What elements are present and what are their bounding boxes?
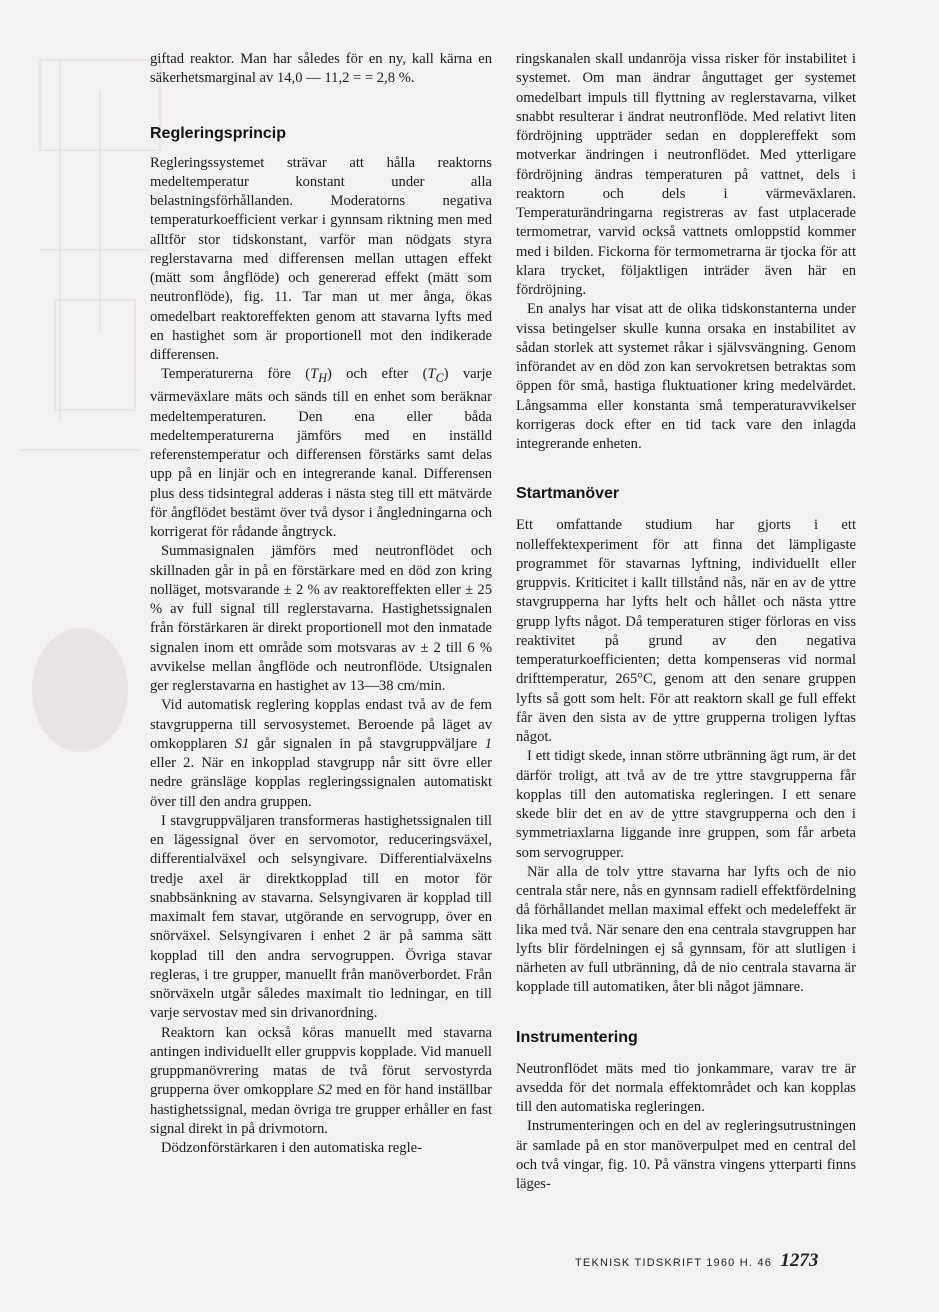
right-column <box>516 50 856 1194</box>
paragraph: ringskanalen skall undanröja vissa risker för instabilitet i systemet. Om man ändrar ånguttaget ger systemet omedelbart impuls till flyttning av reglerstavarna, vilket snabbt resulterar i ändrat neutronflöde. Med relativt liten fördröjning uppträder sedan en dopplereffekt som motverkar ändringen i neutronflödet. Med ytterligare fördröjning ändras temperaturen på vattnet, dels i reaktorn och dels i värmeväxlaren. Temperaturändringarna registreras av fast utplacerade termometrar, varvid också vattnets omloppstid kommer med i bilden. Fickorna för termometrarna är tjocka för att klara trycket, följaktligen inträder även här en fördröjning. <box>516 51 856 298</box>
paragraph: Instrumenteringen och en del av regleringsutrustningen är samlade på en stor manöverpulpet med en central del och två vingar, fig. 10. På vänstra vingens ytterparti finns läges- <box>516 1118 856 1192</box>
section-heading-regleringsprincip: Regleringsprincip <box>150 124 287 142</box>
paragraph: Neutronflödet mäts med tio jonkammare, varav tre är avsedda för det normala effektområdet och kan kopplas till den automatiska regleringen. <box>516 1060 856 1115</box>
paragraph-manual-operation: Reaktorn kan också köras manuellt med stavarna antingen individuellt eller gruppvis kopplade. Vid manuell gruppmanövrering matas de två förut servostyrda grupperna över omkopplare S2 med en för hand inställbar hastighetssignal, medan övriga tre grupper erhåller en fast signal direkt in på drivmotorn. <box>150 1024 492 1137</box>
section-heading-startmanover: Startmanöver <box>516 485 620 503</box>
paragraph: Ett omfattande studium har gjorts i ett nolleffektexperiment för att finna det lämpligaste programmet för stavarnas lyftning, individuellt eller gruppvis. Kriticitet i kallt tillstånd nås, när en av de yttre stavgrupperna har lyfts helt och hållet och nästa yttre grupp lyfts något. Då temperaturen stiger förloras en viss reaktivitet på grund av den negativa temperaturkoefficienten; detta kompenseras vid normal drifttemperatur, 265°C, genom att den senare gruppen lyfts så gott som helt. För att reaktorn skall ge full effekt får även den sista av de yttre grupperna troligen lyftas något. <box>516 517 856 745</box>
section-heading-instrumentering: Instrumentering <box>516 1028 638 1046</box>
journal-name: TEKNISK TIDSKRIFT 1960 H. 46 <box>575 1257 773 1269</box>
paragraph: När alla de tolv yttre stavarna har lyfts och de nio centrala står nere, nås en gynnsam radiell effektfördelning då förhållandet mellan maximal effekt och medeleffekt är lika med två. När senare den ena centrala stavgruppen har lyfts blir fördelningen ej så gynnsam, för att slutligen i närheten av full utbränning, då de nio centrala stavarna är kopplade till automatiken, åter bli något jämnare. <box>516 863 856 996</box>
paragraph-temperatures: Temperaturerna före $(T_H)$ och efter $(T_C)$ varje värmeväxlare mäts och sänds till en enhet som beräknar medeltemperaturen. Den ena eller båda medeltemperaturerna jämförs med en inställd referenstemperatur och differensen förstärks samt delas upp på en linjär och en integrerande kanal. Differensen plus dess tidsintegral adderas i nästa steg till ett mätvärde för ångflödet bestämt över två dysor i ångledningarna och korrigerat för rådande ångtryck. <box>150 366 492 541</box>
page-number: 1273 <box>780 1250 819 1271</box>
paragraph: En analys har visat att de olika tidskonstanterna under vissa betingelser skulle kunna orsaka en instabilitet av sådan storlek att systemet råkar i självsvängning. Genom införandet av en död zon kan servokretsen betraktas som öppen för små, hastiga fluktuationer kring medelvärdet. Långsamma eller konstanta små temperaturavvikelser korrigeras dock efter en tid tack vare den inlagda integrerande enheten. <box>516 301 856 452</box>
page-footer <box>575 1250 818 1272</box>
show-through-portrait <box>32 628 128 752</box>
paragraph: giftad reaktor. Man har således för en ny, kall kärna en säkerhetsmarginal av 14,0 — 11,2 = = 2,8 %. <box>150 51 492 87</box>
paragraph: Regleringssystemet strävar att hålla reaktorns medeltemperatur konstant under alla belastningsförhållanden. Moderatorns negativa temperaturkoefficient verkar i gynnsam riktning men med alltför stor tidskonstant, varför man nödgats styra reglerstavarna med differensen mellan uttagen effekt (mätt som ångflöde) och genererad effekt (mätt som neutronflöde), fig. 11. Tar man ut mer ånga, ökas omedelbart reaktoreffekten genom att stavarna lyfts med en hastighet som är proportionell mot den indikerade differensen. <box>150 154 492 363</box>
paragraph-automatic-regulation: Vid automatisk reglering kopplas endast två av de fem stavgrupperna till servosystemet. Beroende på läget av omkopplaren S1 går signalen in på stavgruppväljare 1 eller 2. När en inkopplad stavgrupp når sitt övre eller nedre gränsläge kopplas regleringssignalen automatiskt över till den andra gruppen. <box>150 697 492 810</box>
paragraph: Dödzonförstärkaren i den automatiska regle- <box>161 1140 422 1157</box>
paragraph: I ett tidigt skede, innan större utbränning ägt rum, är det därför troligt, att två av de tre yttre stavgrupperna får kopplas till den automatiska regleringen. I ett senare skede blir det en av de yttre stavgrupperna och den i symmetriaxlarna liggande inre gruppen, som får arbeta som servogrupper. <box>516 748 856 861</box>
paragraph: Summasignalen jämförs med neutronflödet och skillnaden går in på en förstärkare med en död zon kring nolläget, motsvarande ± 2 % av reaktoreffekten eller ± 25 % av full signal till reglerstavarna. Hastighetssignalen från förstärkaren är direkt proportionell mot den inmatade signalen inom ett område som motsvaras av ± 2 till 6 % avvikelse mellan ångflöde och neutronflöde. Utsignalen ger reglerstavarna en hastighet av 13—38 cm/min. <box>150 543 492 695</box>
paragraph: I stavgruppväljaren transformeras hastighetssignalen till en lägessignal över en servomotor, reduceringsväxel, differentialväxel och selsyngivare. Differentialväxelns tredje axel är direktkopplad till en motor för snabbsänkning av stavarna. Selsyngivaren är kopplad till maximalt fem stavar, utgörande en servogrupp, över en snörväxel. Selsyngivaren i enhet 2 är på samma sätt kopplad till den andra servogruppen. Övriga stavar regleras, i tre grupper, manuellt från manöverbordet. Från snörväxeln utgår således maximalt tio ledningar, en till varje servostav med sin drivanordning. <box>150 812 492 1022</box>
left-column <box>150 50 492 1158</box>
